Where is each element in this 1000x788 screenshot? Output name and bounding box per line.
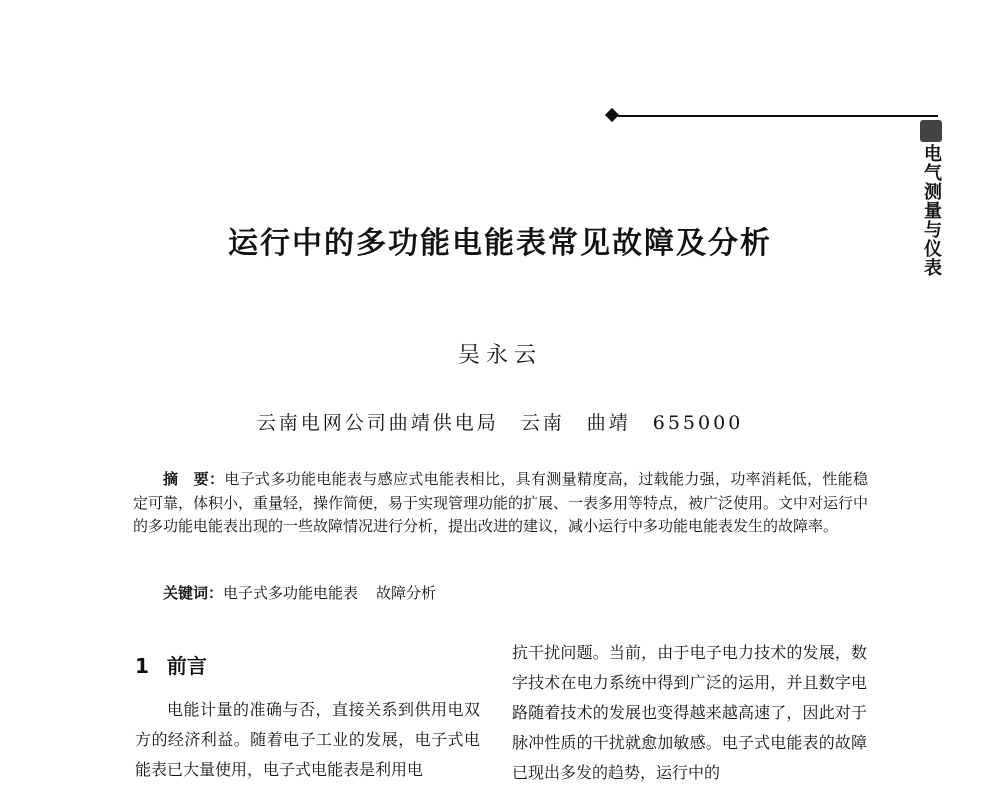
abstract	[133, 468, 868, 539]
section-mark-icon	[920, 120, 942, 142]
abstract-label: 摘 要：	[163, 470, 225, 488]
section-label: 电气测量与仪表	[921, 144, 942, 277]
abstract-text: 电子式多功能电能表与感应式电能表相比，具有测量精度高，过载能力强，功率消耗低，性能稳定可靠，体积小，重量轻，操作简便，易于实现管理功能的扩展、一表多用等特点，被广泛使用。文中对运行中的多功能电能表出现的一些故障情况进行分析，提出改进的建议，减小运行中多功能电能表发生的故障率。	[133, 470, 869, 535]
keyword-item: 故障分析	[376, 584, 437, 602]
section-heading	[135, 650, 207, 679]
journal-section-tab	[918, 120, 944, 290]
header-rule	[618, 115, 938, 117]
keywords	[163, 582, 436, 603]
body-column-left: 电能计量的准确与否，直接关系到供用电双方的经济利益。随着电子工业的发展，电子式电能表已大量使用，电子式电能表是利用电	[135, 700, 480, 779]
paper-title: 运行中的多功能电能表常见故障及分析	[228, 226, 772, 261]
keyword-item: 电子式多功能电能表	[223, 584, 359, 602]
affiliation-org: 云南电网公司曲靖供电局	[256, 412, 499, 434]
body-column-right: 抗干扰问题。当前，由于电子电力技术的发展，数字技术在电力系统中得到广泛的运用，并且数字电路随着技术的发展也变得越来越高速了，因此对于脉冲性质的干扰就愈加敏感。电子式电能表的故障已现出多发的趋势，运行中的	[512, 643, 867, 782]
affiliation-city: 曲靖	[586, 412, 631, 434]
section-title: 前言	[166, 654, 207, 678]
author-affiliation	[0, 408, 1000, 435]
section-number: 1	[135, 654, 149, 678]
keywords-label: 关键词：	[163, 584, 224, 602]
header-diamond-ornament	[605, 108, 619, 122]
affiliation-province: 云南	[520, 412, 565, 434]
affiliation-postcode: 655000	[652, 412, 744, 434]
paper-author: 吴永云	[457, 343, 542, 368]
